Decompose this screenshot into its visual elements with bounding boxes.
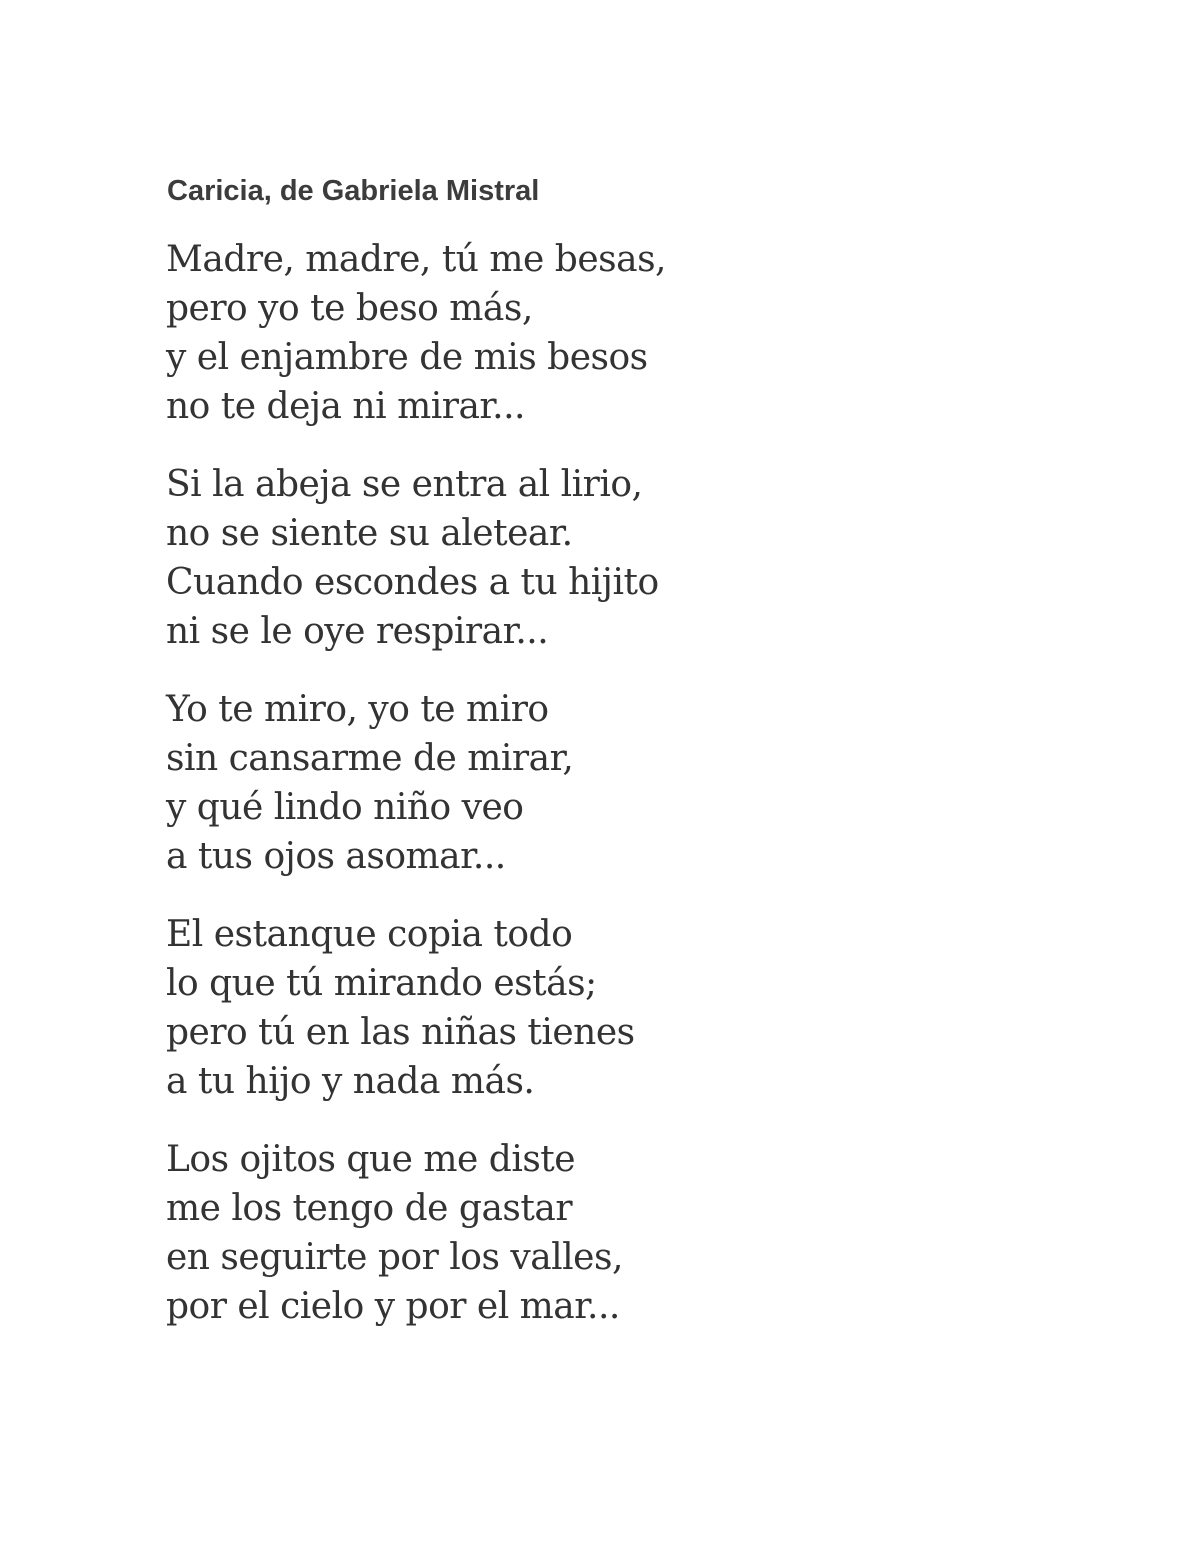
verse-line: pero tú en las niñas tienes — [166, 1012, 635, 1053]
stanza-1 — [166, 235, 1066, 431]
verse-line: en seguirte por los valles, — [166, 1237, 623, 1278]
verse-line: a tu hijo y nada más. — [166, 1061, 535, 1102]
stanza-2 — [166, 460, 1066, 656]
verse-line: Yo te miro, yo te miro — [166, 689, 549, 730]
poem-title: Caricia, de Gabriela Mistral — [167, 175, 540, 207]
verse-line: por el cielo y por el mar... — [166, 1286, 620, 1327]
poem-body — [166, 235, 1066, 1360]
verse-line: no te deja ni mirar... — [166, 386, 525, 427]
verse-line: Los ojitos que me diste — [166, 1139, 576, 1180]
verse-line: y el enjambre de mis besos — [166, 337, 648, 378]
stanza-5 — [166, 1135, 1066, 1331]
verse-line: Cuando escondes a tu hijito — [166, 562, 659, 603]
stanza-3 — [166, 685, 1066, 881]
verse-line: pero yo te beso más, — [166, 288, 533, 329]
verse-line: sin cansarme de mirar, — [166, 738, 574, 779]
verse-line: Si la abeja se entra al lirio, — [166, 464, 643, 505]
verse-line: El estanque copia todo — [166, 914, 573, 955]
verse-line: me los tengo de gastar — [166, 1188, 573, 1229]
verse-line: lo que tú mirando estás; — [166, 963, 597, 1004]
verse-line: ni se le oye respirar... — [166, 611, 549, 652]
verse-line: y qué lindo niño veo — [166, 787, 524, 828]
verse-line: a tus ojos asomar... — [166, 836, 506, 877]
stanza-4 — [166, 910, 1066, 1106]
verse-line: Madre, madre, tú me besas, — [166, 239, 666, 280]
verse-line: no se siente su aletear. — [166, 513, 573, 554]
